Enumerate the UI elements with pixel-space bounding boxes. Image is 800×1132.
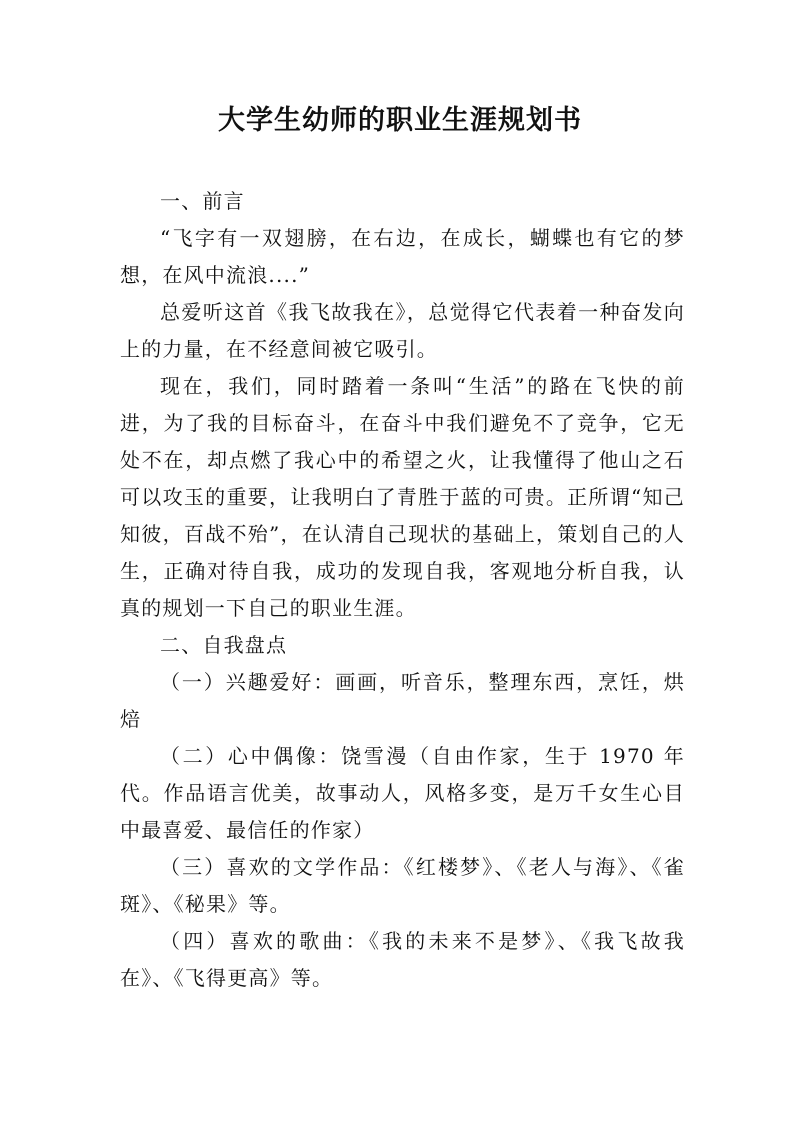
paragraph-songs: （四）喜欢的歌曲：《我的未来不是梦》、《我飞故我在》、《飞得更高》等。 <box>120 929 685 990</box>
document-title: 大学生幼师的职业生涯规划书 <box>218 105 582 136</box>
paragraph-life-goals: 现在，我们，同时踏着一条叫“生活”的路在飞快的前进，为了我的目标奋斗，在奋斗中我们避免不了竞争，它无处不在，却点燃了我心中的希望之火，让我懂得了他山之石可以攻玉的重要，让我明白了青胜于蓝的可贵。正所谓“知己知彼，百战不殆”，在认清自己现状的基础上，策划自己的人生，正确对待自我，成功的发现自我，客观地分析自我，认真的规划一下自己的职业生涯。 <box>120 374 685 620</box>
paragraph-song-intro: 总爱听这首《我飞故我在》，总觉得它代表着一种奋发向上的力量，在不经意间被它吸引。 <box>120 300 685 361</box>
paragraph-idol: （二）心中偶像：饶雪漫（自由作家，生于 1970 年代。作品语言优美，故事动人，风格多变，是万千女生心目中最喜爱、最信任的作家） <box>120 744 685 842</box>
paragraph-hobbies: （一）兴趣爱好：画画，听音乐，整理东西，烹饪，烘焙 <box>120 670 685 731</box>
section-heading-self-inventory: 二、自我盘点 <box>160 633 288 657</box>
paragraph-literature: （三）喜欢的文学作品：《红楼梦》、《老人与海》、《雀斑》、《秘果》等。 <box>120 855 685 916</box>
document-body <box>120 183 685 997</box>
paragraph-lyrics-quote: “飞字有一双翅膀，在右边，在成长，蝴蝶也有它的梦想，在风中流浪....” <box>120 226 685 287</box>
section-heading-preface: 一、前言 <box>160 189 245 213</box>
